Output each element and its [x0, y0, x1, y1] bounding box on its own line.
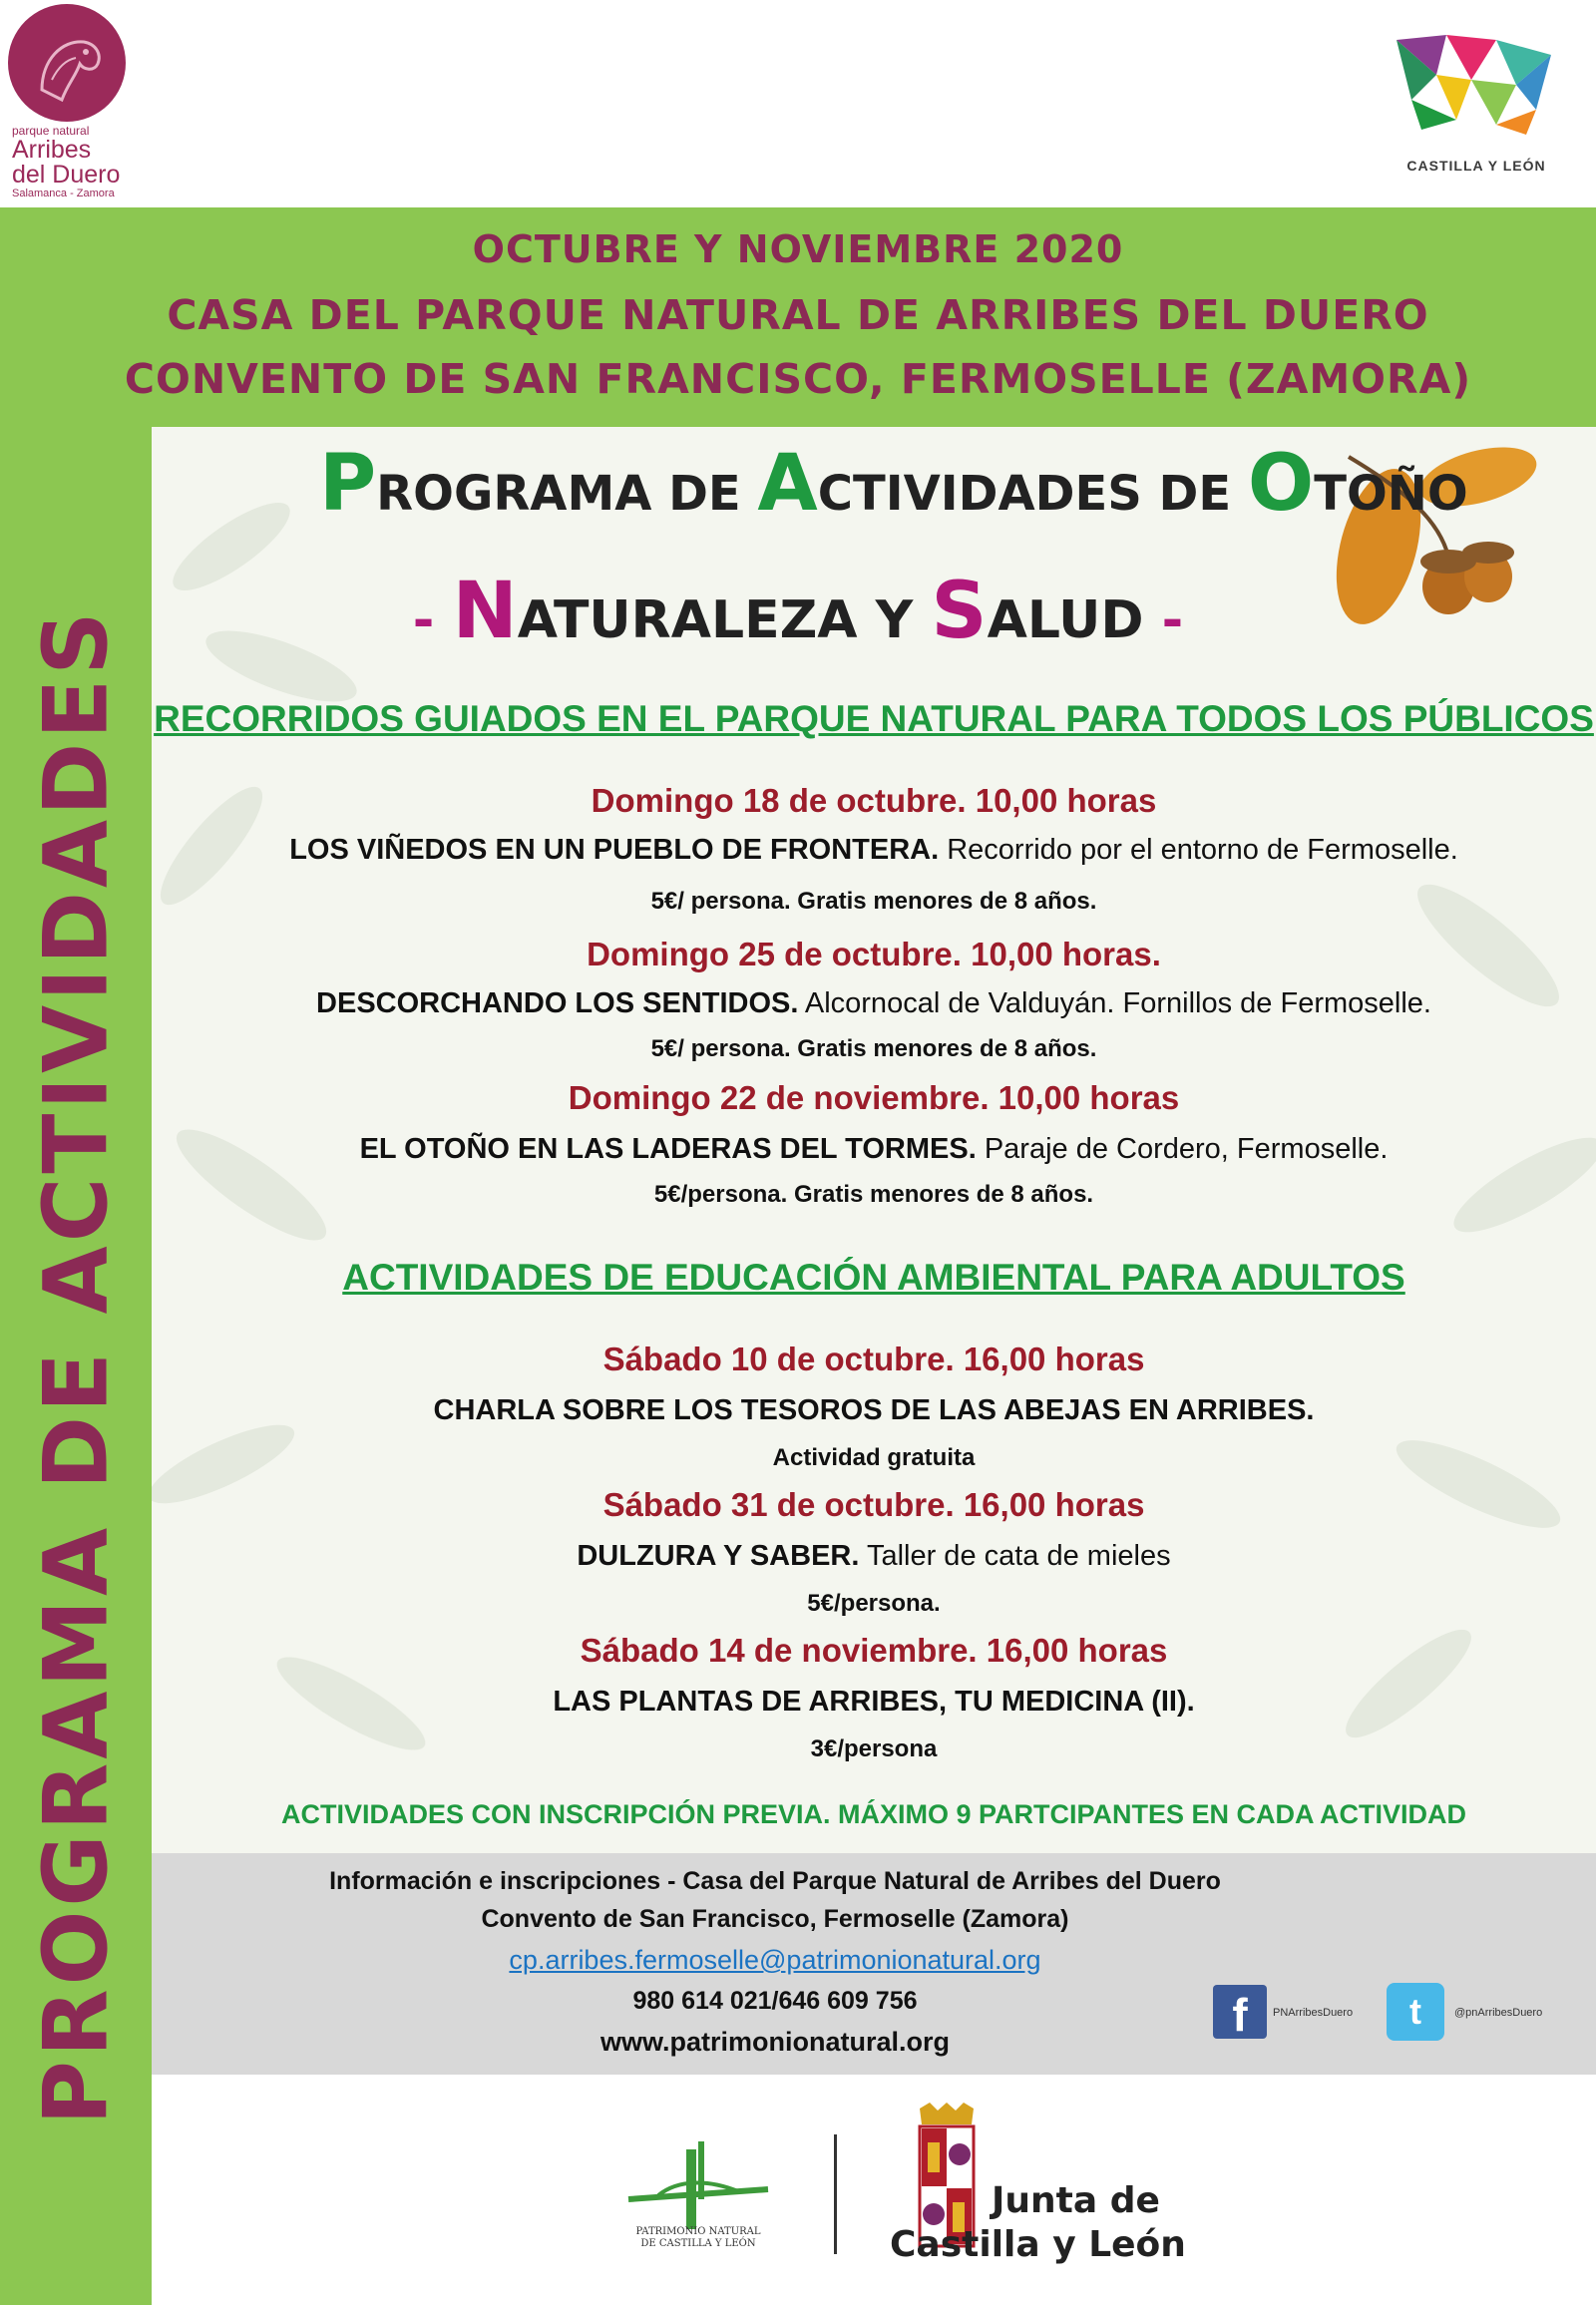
subtitle-dash-right: - — [1143, 590, 1184, 650]
info-line-1: Información e inscripciones - Casa del Parque Natural de Arribes del Duero — [329, 1867, 1221, 1895]
event-description — [152, 1540, 1596, 1573]
event-price: 5€/ persona. Gratis menores de 8 años. — [650, 1035, 1097, 1062]
patrimonio-natural-line1: PATRIMONIO NATURAL — [635, 2226, 761, 2237]
event-price: 5€/persona. Gratis menores de 8 años. — [653, 1181, 1094, 1208]
subtitle-initial-s: S — [931, 567, 988, 656]
event-description — [152, 1133, 1596, 1166]
event-date: Domingo 25 de octubre. 10,00 horas. — [587, 936, 1161, 972]
program-title-word2: CTIVIDADES DE — [817, 466, 1248, 522]
event-title: LAS PLANTAS DE ARRIBES, TU MEDICINA (II). — [553, 1686, 1195, 1718]
section-heading-environmental-education: ACTIVIDADES DE EDUCACIÓN AMBIENTAL PARA ADULTOS — [342, 1257, 1405, 1298]
event-detail: Recorrido por el entorno de Fermoselle. — [939, 834, 1458, 866]
event-detail: Alcornocal de Valduyán. Fornillos de Fermoselle. — [798, 987, 1431, 1019]
header-address: CONVENTO DE SAN FRANCISCO, FERMOSELLE (ZAMORA) — [124, 355, 1472, 403]
event-description — [152, 987, 1596, 1020]
registration-note: ACTIVIDADES CON INSCRIPCIÓN PREVIA. MÁXIMO 9 PARTCIPANTES EN CADA ACTIVIDAD — [280, 1799, 1467, 1829]
subtitle-word2: ALUD — [987, 590, 1144, 650]
footer-divider — [834, 2134, 837, 2254]
event-detail: Paraje de Cordero, Fermoselle. — [976, 1133, 1389, 1165]
event-description — [152, 1394, 1596, 1427]
event-detail: Taller de cata de mieles — [859, 1540, 1171, 1572]
program-title — [319, 439, 1468, 529]
header-venue: CASA DEL PARQUE NATURAL DE ARRIBES DEL DUERO — [167, 291, 1429, 339]
section-heading-guided-tours: RECORRIDOS GUIADOS EN EL PARQUE NATURAL PARA TODOS LOS PÚBLICOS — [154, 698, 1594, 739]
arribes-logo-sub: Salamanca - Zamora — [12, 188, 115, 199]
event-title: DESCORCHANDO LOS SENTIDOS. — [316, 987, 799, 1019]
arribes-logo-name-line1: Arribes — [12, 136, 92, 164]
arribes-logo-small: parque natural — [12, 124, 90, 138]
program-title-word3: TOÑO — [1314, 466, 1468, 522]
event-description — [152, 834, 1596, 867]
twitter-icon[interactable]: t — [1387, 1983, 1444, 2041]
twitter-handle: @pnArribesDuero — [1454, 2007, 1543, 2019]
subtitle-initial-n: N — [452, 567, 518, 656]
event-date: Domingo 18 de octubre. 10,00 horas — [591, 782, 1157, 819]
vertical-title: PROGRAMA DE ACTIVIDADES — [24, 607, 128, 2125]
junta-text-line1: Junta de — [992, 2180, 1160, 2221]
phone-numbers: 980 614 021/646 609 756 — [632, 1987, 918, 2015]
program-title-initial-o: O — [1247, 439, 1315, 529]
event-title: EL OTOÑO EN LAS LADERAS DEL TORMES. — [359, 1133, 977, 1165]
patrimonio-natural-text — [608, 2226, 788, 2250]
footer — [152, 2075, 1596, 2305]
facebook-handle: PNArribesDuero — [1273, 2007, 1354, 2019]
header-dates: OCTUBRE Y NOVIEMBRE 2020 — [472, 227, 1124, 271]
event-description — [152, 1686, 1596, 1719]
top-header — [0, 0, 1596, 207]
event-price: 3€/persona — [810, 1735, 938, 1762]
info-line-2: Convento de San Francisco, Fermoselle (Zamora) — [481, 1905, 1069, 1933]
castilla-leon-logo — [1377, 30, 1576, 180]
arribes-logo — [8, 4, 148, 199]
event-date: Domingo 22 de noviembre. 10,00 horas — [568, 1079, 1180, 1116]
program-title-word1: ROGRAMA DE — [376, 466, 758, 522]
email-link[interactable]: cp.arribes.fermoselle@patrimonionatural.org — [509, 1945, 1041, 1975]
event-title: CHARLA SOBRE LOS TESOROS DE LAS ABEJAS EN ARRIBES. — [433, 1394, 1315, 1426]
event-title: LOS VIÑEDOS EN UN PUEBLO DE FRONTERA. — [289, 834, 940, 866]
program-subtitle — [399, 567, 1197, 656]
event-date: Sábado 10 de octubre. 16,00 horas — [602, 1341, 1145, 1377]
event-title: DULZURA Y SABER. — [577, 1540, 860, 1572]
program-title-initial-a: A — [757, 439, 818, 529]
subtitle-word1: ATURALEZA Y — [517, 590, 932, 650]
website-link[interactable]: www.patrimonionatural.org — [599, 2027, 950, 2057]
event-price: 5€/persona. — [807, 1590, 941, 1617]
junta-text-line2: Castilla y León — [890, 2224, 1186, 2265]
event-price: 5€/ persona. Gratis menores de 8 años. — [650, 888, 1097, 915]
arribes-logo-name — [12, 138, 120, 188]
castilla-leon-mosaic-icon — [1377, 30, 1576, 150]
arribes-logo-name-line2: del Duero — [12, 161, 121, 189]
facebook-icon[interactable]: f — [1213, 1985, 1267, 2039]
castilla-leon-logo-text: CASTILLA Y LEÓN — [1406, 158, 1546, 174]
program-title-initial-p: P — [319, 439, 377, 529]
patrimonio-natural-line2: DE CASTILLA Y LEÓN — [640, 2238, 756, 2249]
subtitle-dash-left: - — [412, 590, 453, 650]
event-price: Actividad gratuita — [772, 1444, 976, 1471]
vulture-logo-icon — [8, 4, 126, 122]
event-date: Sábado 31 de octubre. 16,00 horas — [602, 1486, 1145, 1523]
event-date: Sábado 14 de noviembre. 16,00 horas — [580, 1632, 1168, 1669]
